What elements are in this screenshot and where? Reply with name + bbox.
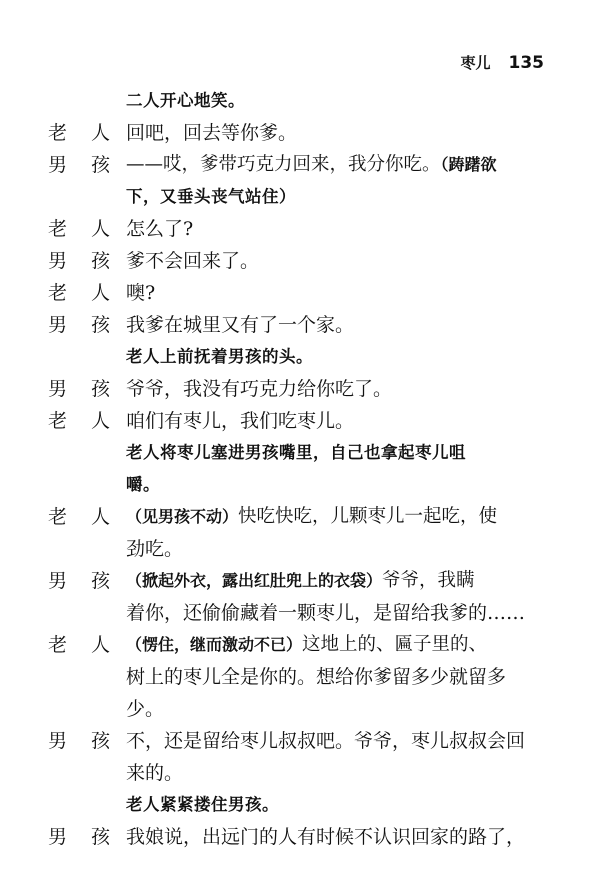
dialogue-line: 不，还是留给枣儿叔叔吧。爷爷，枣儿叔叔会回 — [126, 730, 526, 752]
speaker-char: 孩 — [90, 314, 110, 336]
running-title: 枣儿 — [460, 54, 491, 72]
inline-stage-direction: （愣住，继而激动不已） — [126, 635, 303, 654]
dialogue-line: 我爹在城里又有了一个家。 — [126, 314, 355, 336]
script-line — [0, 469, 600, 501]
dialogue-line — [126, 501, 566, 533]
script-line — [0, 341, 600, 373]
speaker-char: 人 — [90, 282, 110, 304]
speaker-name — [48, 821, 110, 853]
speaker-char: 孩 — [90, 154, 110, 176]
speaker-name — [48, 373, 110, 405]
script-line — [0, 149, 600, 181]
page-number: 135 — [508, 53, 544, 73]
dialogue-text: ——哎，爹带巧克力回来，我分你吃。 — [126, 154, 441, 175]
script-line — [0, 501, 600, 533]
script-line — [0, 437, 600, 469]
dialogue-line — [126, 629, 566, 661]
dialogue-line: 树上的枣儿全是你的。想给你爹留多少就留多 — [126, 666, 507, 688]
speaker-name — [48, 149, 110, 181]
stage-direction: 嚼。 — [126, 475, 160, 494]
script-line — [0, 309, 600, 341]
speaker-char: 男 — [48, 250, 68, 272]
speaker-char: 男 — [48, 314, 68, 336]
inline-stage-direction: （踌躇欲 — [440, 155, 497, 174]
speaker-name — [48, 565, 110, 597]
speaker-char: 男 — [48, 378, 68, 400]
script-line — [0, 405, 600, 437]
speaker-char: 孩 — [90, 570, 110, 592]
dialogue-line: 少。 — [126, 698, 165, 720]
dialogue-line: 我娘说，出远门的人有时候不认识回家的路了， — [126, 826, 526, 848]
dialogue-text: 爷爷，我瞒 — [382, 570, 475, 591]
script-line — [0, 597, 600, 629]
script-line — [0, 821, 600, 853]
speaker-char: 老 — [48, 282, 68, 304]
speaker-char: 人 — [90, 410, 110, 432]
script-line — [0, 181, 600, 213]
script-line — [0, 117, 600, 149]
speaker-char: 孩 — [90, 378, 110, 400]
speaker-char: 人 — [90, 634, 110, 656]
speaker-char: 孩 — [90, 826, 110, 848]
speaker-char: 老 — [48, 122, 68, 144]
speaker-char: 老 — [48, 634, 68, 656]
speaker-char: 老 — [48, 218, 68, 240]
speaker-char: 老 — [48, 410, 68, 432]
dialogue-line: 爹不会回来了。 — [126, 250, 260, 272]
dialogue-line — [126, 565, 566, 597]
dialogue-line: 来的。 — [126, 762, 184, 784]
speaker-name — [48, 725, 110, 757]
script-line — [0, 277, 600, 309]
speaker-char: 人 — [90, 218, 110, 240]
script-line — [0, 245, 600, 277]
inline-stage-direction: （掀起外衣，露出红肚兜上的衣袋） — [126, 571, 383, 590]
speaker-name — [48, 277, 110, 309]
speaker-char: 人 — [90, 122, 110, 144]
script-line — [0, 373, 600, 405]
script-line — [0, 565, 600, 597]
speaker-char: 男 — [48, 570, 68, 592]
speaker-char: 男 — [48, 154, 68, 176]
script-line — [0, 789, 600, 821]
dialogue-line: 噢? — [126, 282, 156, 304]
dialogue-text: 快吃快吃，儿颗枣儿一起吃，使 — [238, 506, 498, 527]
script-line — [0, 725, 600, 757]
script-line — [0, 693, 600, 725]
speaker-name — [48, 245, 110, 277]
dialogue-line — [126, 149, 566, 181]
speaker-name — [48, 117, 110, 149]
speaker-name — [48, 213, 110, 245]
script-line — [0, 757, 600, 789]
stage-direction: 老人上前抚着男孩的头。 — [126, 347, 313, 366]
running-header — [460, 52, 544, 73]
stage-direction: 老人将枣儿塞进男孩嘴里，自己也拿起枣儿咀 — [126, 443, 466, 462]
speaker-char: 男 — [48, 730, 68, 752]
speaker-name — [48, 629, 110, 661]
stage-direction: 二人开心地笑。 — [126, 91, 245, 110]
script-line — [0, 661, 600, 693]
speaker-char: 孩 — [90, 250, 110, 272]
speaker-char: 老 — [48, 506, 68, 528]
script-line — [0, 85, 600, 117]
inline-stage-direction: （见男孩不动） — [126, 507, 239, 526]
script-line — [0, 533, 600, 565]
speaker-name — [48, 405, 110, 437]
script-line — [0, 629, 600, 661]
speaker-char: 男 — [48, 826, 68, 848]
dialogue-line: 咱们有枣儿，我们吃枣儿。 — [126, 410, 355, 432]
script-text — [0, 85, 600, 853]
speaker-char: 人 — [90, 506, 110, 528]
speaker-char: 孩 — [90, 730, 110, 752]
stage-direction: 老人紧紧搂住男孩。 — [126, 795, 279, 814]
dialogue-line: 回吧，回去等你爹。 — [126, 122, 298, 144]
dialogue-line: 劲吃。 — [126, 538, 184, 560]
script-line — [0, 213, 600, 245]
dialogue-text: 这地上的、匾子里的、 — [302, 634, 488, 655]
dialogue-line: 爷爷，我没有巧克力给你吃了。 — [126, 378, 393, 400]
dialogue-line: 怎么了? — [126, 218, 194, 240]
speaker-name — [48, 501, 110, 533]
stage-direction: 下，又垂头丧气站住） — [126, 187, 296, 206]
speaker-name — [48, 309, 110, 341]
dialogue-line: 着你，还偷偷藏着一颗枣儿，是留给我爹的…… — [126, 602, 526, 624]
